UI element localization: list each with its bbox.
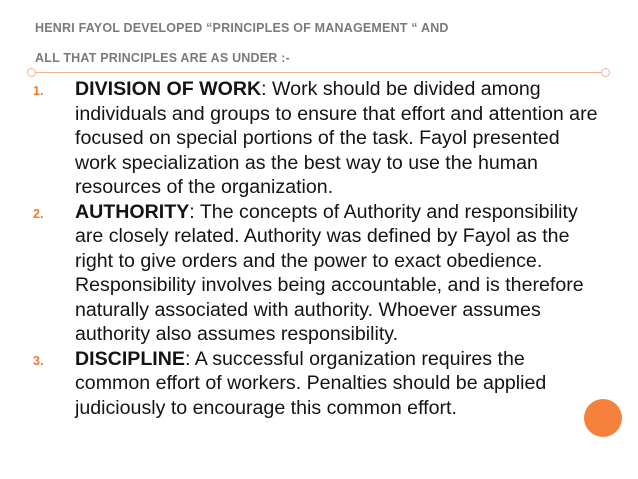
- principle-description: : Work should be divided among individuals and groups to ensure that effort and attention are focused on special portions of the task. Fayol presented work specialization as the best way to use the human resources of the organization.: [75, 78, 598, 198]
- list-item-text: [75, 77, 603, 200]
- slide-title: [35, 13, 595, 73]
- list-number: 1.: [33, 84, 44, 98]
- list-number: 3.: [33, 353, 44, 368]
- principle-heading: DIVISION OF WORK: [75, 78, 262, 100]
- list-item: [33, 77, 603, 200]
- slide-title-line-2: ALL THAT PRINCIPLES ARE AS UNDER :-: [35, 51, 290, 65]
- principle-description: : The concepts of Authority and responsibility are closely related. Authority was defined by Fayol as the right to give orders and the power to exact obedience. Responsibility involves being accountable, and is therefore naturally associated with authority. Whoever assumes authority also assumes responsibility.: [75, 200, 584, 345]
- slide-title-line-1: HENRI FAYOL DEVELOPED “PRINCIPLES OF MANAGEMENT “ AND: [35, 21, 449, 35]
- list-item: [33, 200, 603, 347]
- list-item: [33, 347, 603, 421]
- title-divider: [31, 72, 606, 73]
- principle-description: : A successful organization requires the common effort of workers. Penalties should be applied judiciously to encourage this common effort.: [75, 347, 547, 419]
- principle-heading: AUTHORITY: [75, 200, 190, 223]
- decorative-orange-circle: [584, 399, 622, 437]
- principle-heading: DISCIPLINE: [75, 347, 185, 370]
- principles-list: [33, 77, 603, 420]
- list-item-text: [75, 200, 603, 347]
- list-item-text: [75, 347, 603, 421]
- list-number: 2.: [33, 206, 44, 221]
